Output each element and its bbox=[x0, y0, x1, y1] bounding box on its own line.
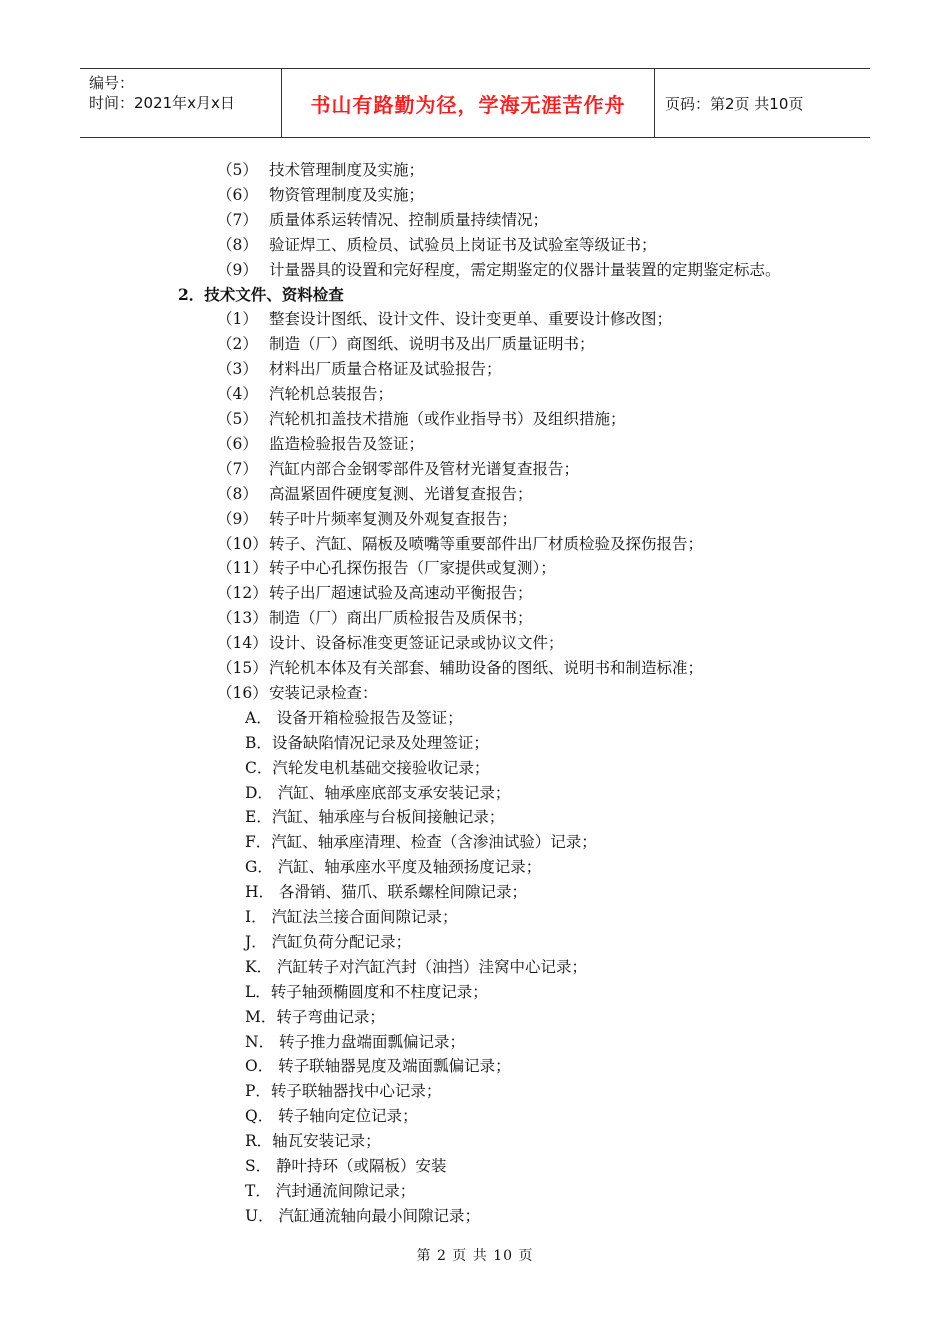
list-b-item bbox=[0, 509, 950, 529]
record-check-item: C．汽轮发电机基础交接验收记录； bbox=[245, 758, 490, 777]
list-b-item bbox=[0, 683, 950, 703]
section-2-title: 2．技术文件、资料检查 bbox=[178, 284, 344, 304]
list-b-item-text: 监造检验报告及签证； bbox=[269, 434, 425, 453]
record-check-item: S． 静叶持环（或隔板）安装 bbox=[245, 1157, 447, 1175]
list-b-item bbox=[0, 434, 950, 454]
list-b-item-text: 安装记录检查： bbox=[269, 683, 378, 702]
record-check-item: H． 各滑销、猫爪、联系螺栓间隙记录； bbox=[245, 883, 527, 902]
list-b-item-number: （14） bbox=[217, 634, 268, 653]
record-check-item: B．设备缺陷情况记录及处理签证； bbox=[245, 733, 489, 752]
list-b-item bbox=[0, 409, 950, 429]
list-a-item bbox=[0, 160, 950, 180]
list-b-item-text: 高温紧固件硬度复测、光谱复查报告； bbox=[269, 484, 533, 503]
list-b-item-number: （10） bbox=[217, 534, 268, 553]
list-b-item-number: （8） bbox=[217, 484, 258, 503]
list-a-item-text: 技术管理制度及实施； bbox=[269, 161, 425, 179]
list-b-item-text: 材料出厂质量合格证及试验报告； bbox=[269, 360, 502, 379]
list-b-item-number: （16） bbox=[217, 683, 268, 702]
list-a-item bbox=[0, 210, 950, 230]
list-b-item bbox=[0, 633, 950, 653]
record-check-item: U． 汽缸通流轴向最小间隙记录； bbox=[245, 1206, 480, 1225]
list-b-item-number: （4） bbox=[217, 385, 258, 404]
list-b-item bbox=[0, 484, 950, 504]
list-b-item-number: （3） bbox=[217, 360, 258, 379]
list-b-item-text: 转子出厂超速试验及高速动平衡报告； bbox=[269, 584, 533, 603]
list-b-item-text: 制造（厂）商图纸、说明书及出厂质量证明书； bbox=[269, 335, 595, 354]
list-b-item-number: （12） bbox=[217, 584, 268, 603]
list-a-item bbox=[0, 235, 950, 255]
record-check-item: O． 转子联轴器晃度及端面瓢偏记录； bbox=[245, 1057, 511, 1076]
record-check-item: K． 汽缸转子对汽缸汽封（油挡）洼窝中心记录； bbox=[245, 957, 588, 976]
record-check-item: E．汽缸、轴承座与台板间接触记录； bbox=[245, 808, 505, 827]
list-b-item-number: （15） bbox=[217, 659, 268, 677]
list-b-item-text: 汽缸内部合金钢零部件及管材光谱复查报告； bbox=[269, 459, 580, 478]
list-b-item-text: 整套设计图纸、设计文件、设计变更单、重要设计修改图； bbox=[269, 310, 673, 329]
record-check-item: L．转子轴颈椭圆度和不柱度记录； bbox=[245, 982, 488, 1001]
serial-label: 编号： bbox=[89, 74, 135, 92]
list-b-item-number: （6） bbox=[217, 434, 258, 453]
list-b-item bbox=[0, 359, 950, 379]
page-footer: 第 2 页 共 10 页 bbox=[416, 1248, 534, 1264]
list-a-item-number: （9） bbox=[217, 260, 258, 279]
list-b-item-text: 转子叶片频率复测及外观复查报告； bbox=[269, 509, 518, 528]
header-page-info: 页码：第2页 共10页 bbox=[665, 94, 804, 113]
record-check-item: A． 设备开箱检验报告及签证； bbox=[245, 708, 463, 727]
list-b-item-number: （9） bbox=[217, 509, 258, 528]
header-motto: 书山有路勤为径，学海无涯苦作舟 bbox=[282, 69, 655, 137]
list-b-item-text: 汽轮机扣盖技术措施（或作业指导书）及组织措施； bbox=[269, 410, 626, 428]
list-b-item bbox=[0, 334, 950, 354]
record-check-item: F．汽缸、轴承座清理、检查（含渗油试验）记录； bbox=[245, 833, 597, 852]
list-b-item-number: （2） bbox=[217, 335, 258, 354]
list-a-item-number: （5） bbox=[217, 161, 258, 179]
list-b-item-number: （13） bbox=[217, 609, 268, 628]
list-b-item-text: 汽轮机本体及有关部套、辅助设备的图纸、说明书和制造标准； bbox=[269, 659, 704, 677]
list-a-item-text: 验证焊工、质检员、试验员上岗证书及试验室等级证书； bbox=[269, 235, 657, 254]
list-b-item-text: 设计、设备标准变更签证记录或协议文件； bbox=[269, 634, 564, 653]
list-b-item bbox=[0, 658, 950, 678]
record-check-item: D． 汽缸、轴承座底部支承安装记录； bbox=[245, 783, 511, 802]
record-check-item: T． 汽封通流间隙记录； bbox=[245, 1181, 416, 1200]
list-a-item-number: （8） bbox=[217, 235, 258, 254]
list-b-item-number: （1） bbox=[217, 310, 258, 329]
list-b-item-number: （11） bbox=[217, 559, 268, 578]
record-check-item: I． 汽缸法兰接合面间隙记录； bbox=[245, 908, 458, 926]
list-b-item bbox=[0, 384, 950, 404]
record-check-item: N． 转子推力盘端面瓢偏记录； bbox=[245, 1032, 465, 1051]
list-b-item-text: 汽轮机总装报告； bbox=[269, 385, 394, 404]
list-a-item-text: 质量体系运转情况、控制质量持续情况； bbox=[269, 210, 549, 229]
list-a-item-number: （7） bbox=[217, 210, 258, 229]
list-b-item-text: 转子中心孔探伤报告（厂家提供或复测）； bbox=[269, 559, 556, 578]
record-check-item: R．轴瓦安装记录； bbox=[245, 1132, 381, 1151]
header-meta-cell bbox=[80, 69, 282, 137]
record-check-item: P．转子联轴器找中心记录； bbox=[245, 1082, 442, 1101]
list-a-item bbox=[0, 185, 950, 205]
list-a-item-text: 物资管理制度及实施； bbox=[269, 185, 425, 204]
list-a-item-number: （6） bbox=[217, 185, 258, 204]
list-b-item bbox=[0, 534, 950, 554]
record-check-item: Q． 转子轴向定位记录； bbox=[245, 1107, 418, 1126]
list-b-item-number: （7） bbox=[217, 459, 258, 478]
page-header bbox=[80, 68, 870, 138]
list-a-item-text: 计量器具的设置和完好程度，需定期鉴定的仪器计量装置的定期鉴定标志。 bbox=[269, 260, 781, 279]
list-b-item bbox=[0, 558, 950, 578]
list-b-item-text: 转子、汽缸、隔板及喷嘴等重要部件出厂材质检验及探伤报告； bbox=[269, 534, 704, 553]
list-b-item-text: 制造（厂）商出厂质检报告及质保书； bbox=[269, 609, 533, 628]
list-b-item bbox=[0, 459, 950, 479]
time-label: 时间：2021年x月x日 bbox=[89, 94, 235, 112]
record-check-item: J． 汽缸负荷分配记录； bbox=[245, 932, 412, 951]
list-b-item bbox=[0, 608, 950, 628]
list-b-item bbox=[0, 309, 950, 329]
list-b-item-number: （5） bbox=[217, 410, 258, 428]
record-check-item: M．转子弯曲记录； bbox=[245, 1007, 385, 1026]
record-check-item: G． 汽缸、轴承座水平度及轴颈扬度记录； bbox=[245, 858, 542, 877]
list-b-item bbox=[0, 583, 950, 603]
list-a-item bbox=[0, 260, 950, 280]
